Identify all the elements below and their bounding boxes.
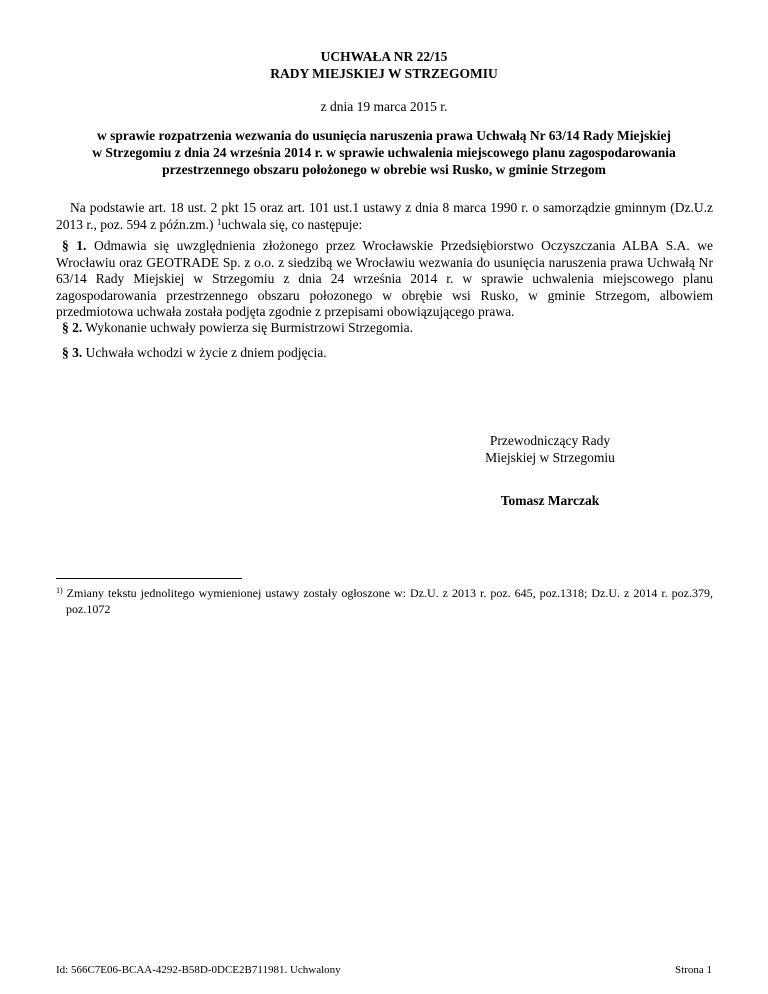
footer-page-number: Strona 1 bbox=[675, 964, 712, 976]
paragraph-1 bbox=[56, 238, 713, 321]
paragraph-3 bbox=[56, 345, 713, 362]
subject-line-2: w Strzegomiu z dnia 24 września 2014 r. w sprawie uchwalenia miejscowego planu zagospodarowania bbox=[92, 145, 676, 160]
paragraph-2-label: § 2. bbox=[62, 320, 83, 335]
footnote-marker: 1) bbox=[56, 586, 63, 595]
document-subject bbox=[60, 127, 708, 178]
paragraph-3-text: Uchwała wchodzi w życie z dniem podjęcia. bbox=[82, 345, 327, 360]
footnote bbox=[56, 585, 713, 617]
footnote-divider bbox=[56, 578, 242, 579]
paragraph-2 bbox=[56, 320, 713, 337]
signatory-title bbox=[470, 432, 630, 466]
paragraph-1-label: § 1. bbox=[62, 238, 87, 253]
document-title bbox=[0, 48, 768, 82]
paragraph-3-label: § 3. bbox=[62, 345, 83, 360]
footnote-reference: 1 bbox=[216, 216, 222, 227]
preamble-text-after: uchwala się, co następuje: bbox=[221, 216, 363, 232]
signatory-title-line-2: Miejskiej w Strzegomiu bbox=[485, 450, 615, 465]
subject-line-1: w sprawie rozpatrzenia wezwania do usunięcia naruszenia prawa Uchwałą Nr 63/14 Rady Miejskiej bbox=[97, 128, 671, 143]
title-line-2: RADY MIEJSKIEJ W STRZEGOMIU bbox=[270, 66, 498, 81]
preamble bbox=[56, 200, 713, 233]
footer-document-id: Id: 566C7E06-BCAA-4292-B58D-0DCE2B711981. Uchwalony bbox=[56, 964, 341, 976]
footnote-text: Zmiany tekstu jednolitego wymienionej ustawy zostały ogłoszone w: Dz.U. z 2013 r. poz. 645, poz.1318; Dz.U. z 2014 r. poz.379, poz.1072 bbox=[62, 586, 713, 616]
subject-line-3: przestrzennego obszaru położonego w obrebie wsi Rusko, w gminie Strzegom bbox=[162, 162, 606, 177]
preamble-text-before: Na podstawie art. 18 ust. 2 pkt 15 oraz art. 101 ust.1 ustawy z dnia 8 marca 1990 r. o samorządzie gminnym (Dz.U.z 2013 r., poz. 594 z późn.zm.) bbox=[56, 200, 713, 232]
title-line-1: UCHWAŁA NR 22/15 bbox=[320, 49, 448, 64]
signatory-name: Tomasz Marczak bbox=[500, 493, 600, 508]
signatory-title-line-1: Przewodniczący Rady bbox=[489, 433, 611, 448]
paragraph-1-text: Odmawia się uwzględnienia złożonego przez Wrocławskie Przedsiębiorstwo Oczyszczania ALBA S.A. we Wrocławiu oraz GEOTRADE Sp. z o.o. z siedzibą we Wrocławiu wezwania do usunięcia naruszenia prawa Uchwałą Nr 63/14 Rady Miejskiej w Strzegomiu z dnia 24 września 2014 r. w sprawie uchwalenia miejscowego planu zagospodarowania przestrzennego obszaru połozonego w obrębie wsi Rusko, w gminie Strzegom, albowiem przedmiotowa uchwała została podjęta zgodnie z przepisami obowiązującego prawa. bbox=[56, 238, 714, 320]
paragraph-2-text: Wykonanie uchwały powierza się Burmistrzowi Strzegomia. bbox=[82, 320, 413, 335]
document-date: z dnia 19 marca 2015 r. bbox=[320, 99, 448, 114]
